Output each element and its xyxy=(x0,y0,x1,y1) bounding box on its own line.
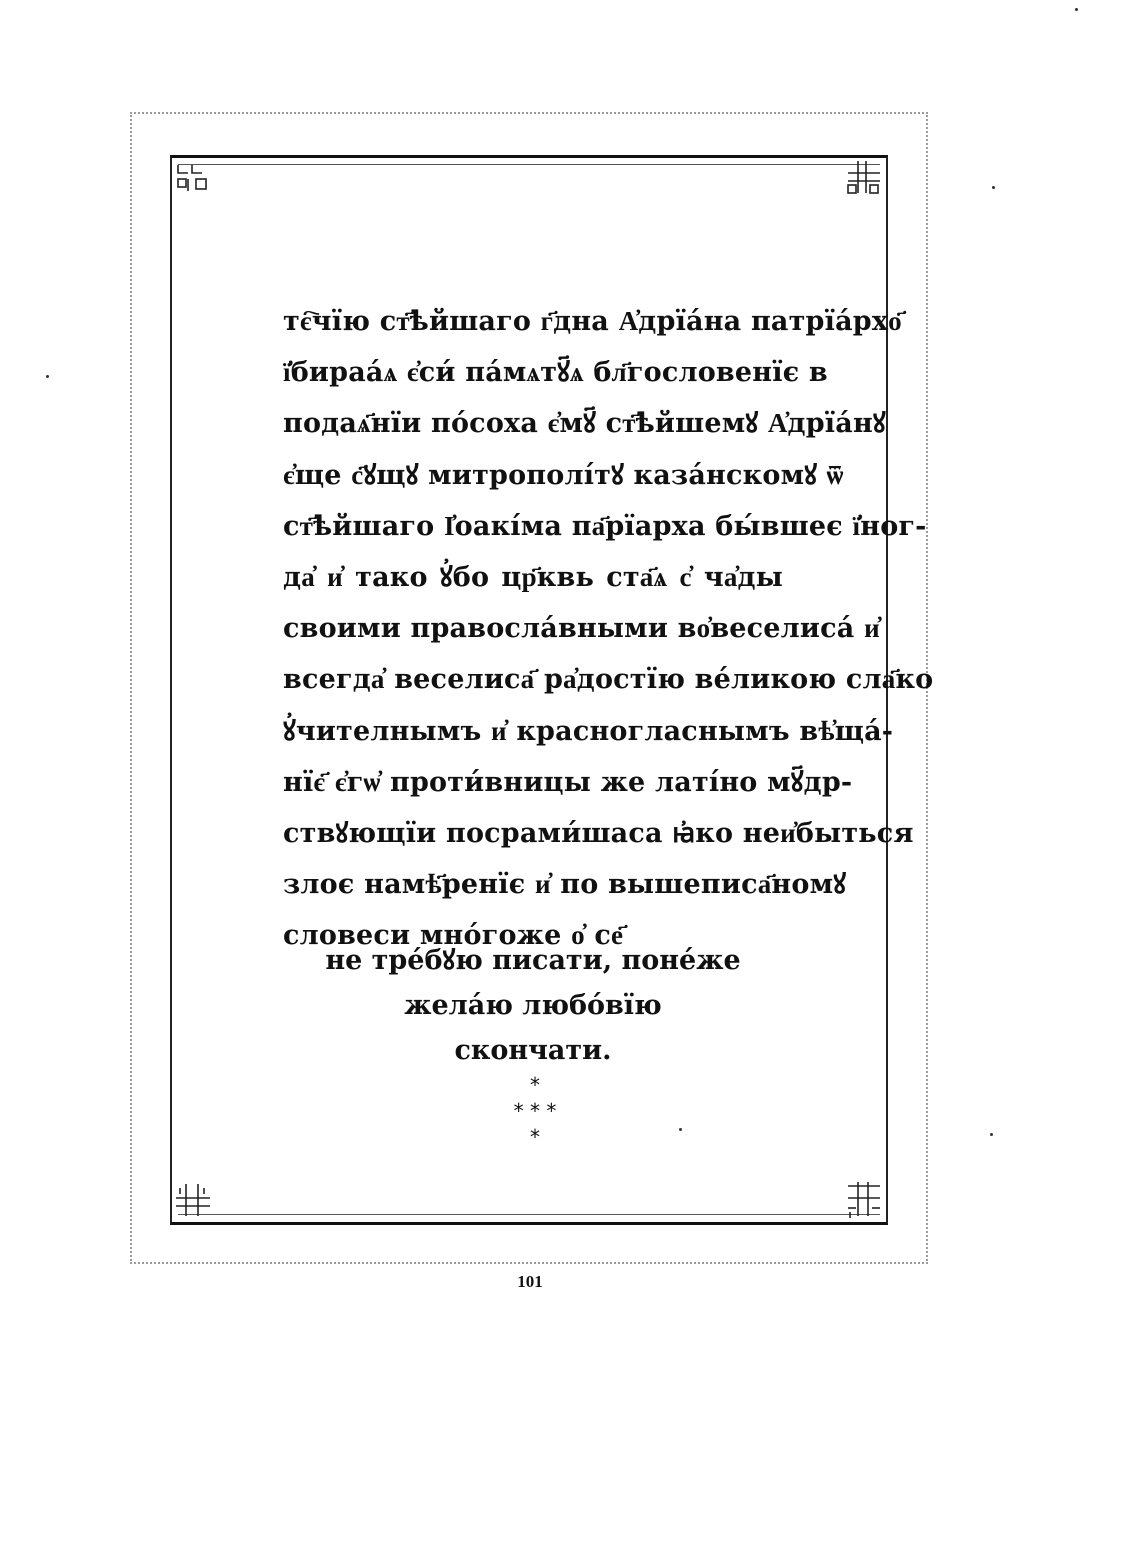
top-inner-rule xyxy=(178,164,880,165)
text-line: да҆ и҆ тако ꙋ҆бо цр҃квь ста҃ѧ с҆ ча҆ды xyxy=(283,561,783,593)
text-line: злоє намѣ҃ренїє и҆ по вышеписа҃номꙋ xyxy=(283,869,847,901)
scan-speck xyxy=(990,1133,993,1136)
text-line: ствꙋющїи посрами́шаса ꙗ҆ко неи҆быться xyxy=(283,817,914,849)
text-line: словеси мно́гоже о҆ се҃ xyxy=(283,920,624,952)
bottom-inner-rule xyxy=(178,1214,880,1215)
text-line: тє҇чїю ст҃ѣйшаго г҃дна А҆дрїа́на патрїа́рхо҃ xyxy=(283,306,902,337)
text-line: своими правосла́вными во҆веселиса́ и҆ xyxy=(283,613,880,645)
asterism-middle: * * * xyxy=(513,1099,557,1123)
scan-speck xyxy=(992,186,995,189)
corner-ornament-bottom-right-icon xyxy=(844,1180,884,1220)
scan-speck xyxy=(46,375,49,378)
closing-line: не тре́бꙋю писати, поне́же xyxy=(325,945,741,976)
corner-ornament-top-right-icon xyxy=(844,159,884,199)
closing-line: жела́ю любо́вїю xyxy=(404,990,662,1021)
scan-speck xyxy=(679,1128,682,1131)
corner-ornament-bottom-left-icon xyxy=(174,1180,214,1220)
text-line: всегда҆ веселиса҃ ра҆достїю ве́ликою сла҃ко xyxy=(283,664,934,696)
asterism-top: * xyxy=(530,1073,540,1097)
text-line: подаѧ҃нїи по́соха є҆мꙋ҃ ст҃ѣйшемꙋ А҆дрїа́нꙋ xyxy=(283,408,886,440)
text-line: ꙋ҆чителнымъ и҆ красногласнымъ вѣ҆ща́- xyxy=(283,715,894,747)
closing-text-block xyxy=(283,938,783,1073)
asterism-ornament xyxy=(480,1072,590,1150)
corner-ornament-top-left-icon xyxy=(174,159,214,199)
asterism-bottom: * xyxy=(530,1125,540,1149)
text-line: ї҆бираа́ѧ є҆си́ па́мѧтꙋ҃ѧ бл҃гословенїє в xyxy=(283,357,828,389)
text-line: ст҃ѣйшаго І҆оакі́ма па҃рїарха бы́вшеє ї҆ног- xyxy=(283,510,927,542)
text-line: є҆ще с҃ꙋщꙋ митрополі́тꙋ каза́нскомꙋ ѿ xyxy=(283,459,844,491)
text-line: нїє҃ є҆гѡ҆ проти́вницы же латі́но мꙋ҃др- xyxy=(283,766,853,798)
main-text-block xyxy=(283,296,934,961)
closing-line: скончати. xyxy=(454,1035,612,1066)
page-number: 101 xyxy=(517,1272,543,1291)
scan-speck xyxy=(1075,8,1078,11)
